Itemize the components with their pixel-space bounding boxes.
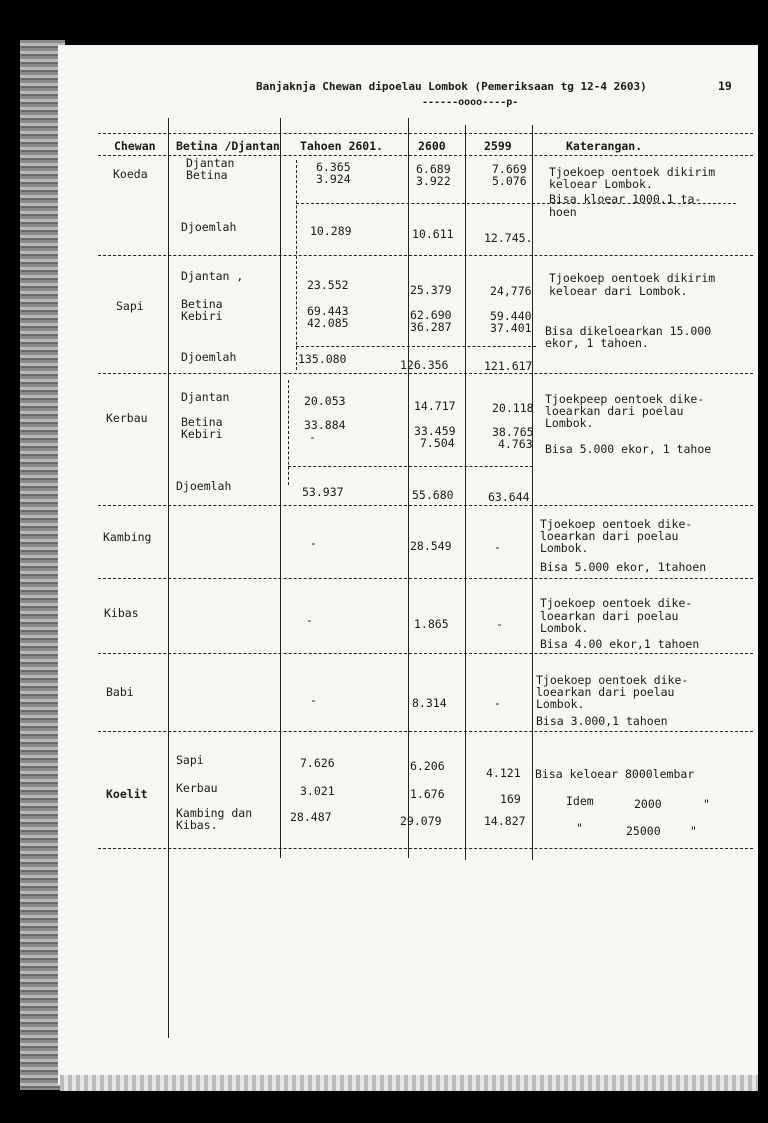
value-2601: 23.552 bbox=[307, 278, 349, 292]
item-label: Kambing dan bbox=[176, 806, 253, 820]
total-2599: 63.644 bbox=[488, 490, 530, 504]
animal-name: Kambing bbox=[103, 530, 152, 544]
value-2599: 169 bbox=[500, 792, 521, 806]
value-2599: 5.076 bbox=[492, 174, 527, 188]
value-2601: 7.626 bbox=[300, 756, 335, 770]
note-line: Bisa kloear 1000.1 ta- bbox=[549, 192, 702, 206]
note-line: ekor, 1 tahoen. bbox=[545, 336, 649, 350]
row-separator bbox=[98, 731, 753, 732]
sex-label: Betina bbox=[181, 297, 223, 311]
animal-name: Kerbau bbox=[106, 411, 148, 425]
item-label: Sapi bbox=[176, 753, 204, 767]
value-2601: 33.884 bbox=[304, 418, 346, 432]
total-2599: 121.617 bbox=[484, 359, 533, 373]
total-2600: 10.611 bbox=[412, 227, 454, 241]
note-line: Idem bbox=[566, 794, 594, 808]
value-2601: 20.053 bbox=[304, 394, 346, 408]
value-2600: 36.287 bbox=[410, 320, 452, 334]
value-2601: 69.443 bbox=[307, 304, 349, 318]
sex-label: Betina bbox=[186, 168, 228, 182]
total-2601: 10.289 bbox=[310, 224, 352, 238]
row-separator bbox=[98, 505, 753, 506]
note-line: Tjoekoep oentoek dikirim bbox=[549, 271, 716, 285]
total-2600: 126.356 bbox=[400, 358, 449, 372]
note-line: Bisa 4.00 ekor,1 tahoen bbox=[540, 637, 700, 651]
note-line: Lombok. bbox=[540, 541, 589, 555]
value-2601: 3.924 bbox=[316, 172, 351, 186]
note-line: loearkan dari poelau bbox=[545, 404, 684, 418]
value-2599: - bbox=[494, 696, 501, 710]
header-animal: Chewan bbox=[114, 139, 156, 153]
note-line: Bisa 3.000,1 tahoen bbox=[536, 714, 668, 728]
note-line: Lombok. bbox=[540, 621, 589, 635]
note-line: loearkan dari poelau bbox=[540, 529, 679, 543]
header-note: Katerangan. bbox=[566, 139, 643, 153]
animal-name: Sapi bbox=[116, 299, 144, 313]
value-2599: 7.669 bbox=[492, 162, 527, 176]
note-line: Tjoekoep oentoek dike- bbox=[540, 517, 693, 531]
sex-label: Djantan bbox=[181, 390, 230, 404]
value-2600: 33.459 bbox=[414, 424, 456, 438]
note-line: keloear Lombok. bbox=[549, 177, 653, 191]
note-line: Bisa 5.000 ekor, 1tahoen bbox=[540, 560, 707, 574]
sex-label: Kebiri bbox=[181, 427, 223, 441]
value-2601: - bbox=[306, 613, 313, 627]
value-2599: 4.763 bbox=[498, 437, 533, 451]
subtotal-rule bbox=[296, 346, 536, 347]
note-line: Tjoekoep oentoek dikirim bbox=[549, 165, 716, 179]
header-2599: 2599 bbox=[484, 139, 512, 153]
total-label: Djoemlah bbox=[181, 350, 237, 364]
header-sex: Betina /Djantan bbox=[176, 139, 280, 153]
value-2599: - bbox=[494, 540, 501, 554]
sex-label: Kebiri bbox=[181, 309, 223, 323]
ditto-mark: " bbox=[576, 821, 583, 835]
note-line: Tjoekpeep oentoek dike- bbox=[545, 392, 705, 406]
column-divider bbox=[465, 125, 466, 860]
note-line: Lombok. bbox=[536, 697, 585, 711]
total-2601: 53.937 bbox=[302, 485, 344, 499]
value-2600: 6.206 bbox=[410, 759, 445, 773]
row-separator bbox=[98, 578, 753, 579]
value-2601: - bbox=[310, 693, 317, 707]
value-2599: - bbox=[496, 617, 503, 631]
title-rule: ------oooo----p- bbox=[422, 97, 519, 108]
note-line: loearkan dari poelau bbox=[540, 609, 679, 623]
value-2599: 37.401 bbox=[490, 321, 532, 335]
animal-name: Kibas bbox=[104, 606, 139, 620]
total-label: Djoemlah bbox=[176, 479, 232, 493]
animal-name: Babi bbox=[106, 685, 134, 699]
value-2601: - bbox=[309, 430, 316, 444]
scan-edge-bottom bbox=[60, 1075, 758, 1091]
total-2599: 12.745. bbox=[484, 231, 533, 245]
value-2600: 8.314 bbox=[412, 696, 447, 710]
header-2600: 2600 bbox=[418, 139, 446, 153]
animal-name: Koeda bbox=[113, 167, 148, 181]
header-2601: Tahoen 2601. bbox=[300, 139, 384, 153]
value-2600: 6.689 bbox=[416, 162, 451, 176]
note-line: 2000 bbox=[634, 797, 662, 811]
subtotal-rule bbox=[288, 466, 533, 467]
ditto-mark: " bbox=[703, 797, 710, 811]
value-2600: 1.865 bbox=[414, 617, 449, 631]
value-2599: 4.121 bbox=[486, 766, 521, 780]
sex-label: Djantan , bbox=[181, 269, 244, 283]
value-2600: 29.079 bbox=[400, 814, 442, 828]
value-2599: 24,776 bbox=[490, 284, 532, 298]
note-line: Bisa keloear 8000lembar bbox=[535, 767, 695, 781]
row-separator bbox=[98, 653, 753, 654]
row-separator bbox=[98, 255, 753, 256]
value-2600: 28.549 bbox=[410, 539, 452, 553]
ditto-mark: " bbox=[690, 824, 697, 838]
value-2601: - bbox=[310, 536, 317, 550]
note-line: keloear dari Lombok. bbox=[549, 284, 688, 298]
table-top-rule bbox=[98, 133, 753, 134]
note-line: 25000 bbox=[626, 824, 661, 838]
item-label: Kibas. bbox=[176, 818, 218, 832]
value-2600: 7.504 bbox=[420, 436, 455, 450]
note-line: Lombok. bbox=[545, 416, 594, 430]
total-label: Djoemlah bbox=[181, 220, 237, 234]
column-divider bbox=[408, 118, 409, 858]
row-separator bbox=[98, 373, 753, 374]
value-2600: 14.717 bbox=[414, 399, 456, 413]
total-2600: 55.680 bbox=[412, 488, 454, 502]
animal-name: Koelit bbox=[106, 787, 148, 801]
note-line: Bisa dikeloearkan 15.000 bbox=[545, 324, 712, 338]
value-2601: 28.487 bbox=[290, 810, 332, 824]
note-line: loearkan dari poelau bbox=[536, 685, 675, 699]
note-line: Tjoekoep oentoek dike- bbox=[540, 596, 693, 610]
value-2599: 38.765 bbox=[492, 425, 534, 439]
column-divider bbox=[296, 160, 297, 370]
value-2600: 62.690 bbox=[410, 308, 452, 322]
column-divider bbox=[288, 380, 289, 485]
item-label: Kerbau bbox=[176, 781, 218, 795]
note-line: hoen bbox=[549, 205, 577, 219]
note-line: Tjoekoep oentoek dike- bbox=[536, 673, 689, 687]
total-2601: 135.080 bbox=[298, 352, 347, 366]
page-number: 19 bbox=[718, 79, 732, 93]
sex-label: Betina bbox=[181, 415, 223, 429]
value-2601: 42.085 bbox=[307, 316, 349, 330]
page-title: Banjaknja Chewan dipoelau Lombok (Pemeriksaan tg 12-4 2603) bbox=[256, 80, 647, 93]
value-2601: 3.021 bbox=[300, 784, 335, 798]
sex-label: Djantan bbox=[186, 156, 235, 170]
column-divider bbox=[280, 118, 281, 858]
table-bottom-rule bbox=[98, 848, 753, 849]
value-2601: 6.365 bbox=[316, 160, 351, 174]
note-line: Bisa 5.000 ekor, 1 tahoe bbox=[545, 442, 712, 456]
value-2599: 20.118 bbox=[492, 401, 534, 415]
value-2599: 59.440 bbox=[490, 309, 532, 323]
value-2599: 14.827 bbox=[484, 814, 526, 828]
value-2600: 25.379 bbox=[410, 283, 452, 297]
value-2600: 3.922 bbox=[416, 174, 451, 188]
value-2600: 1.676 bbox=[410, 787, 445, 801]
